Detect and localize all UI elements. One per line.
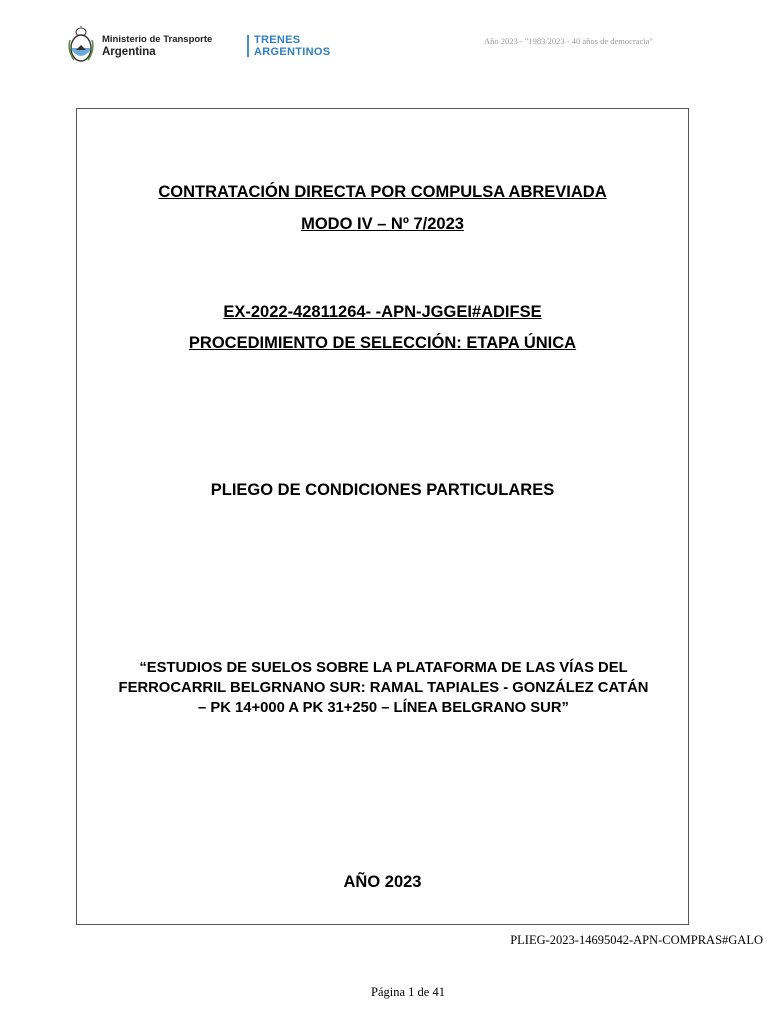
document-type: PLIEGO DE CONDICIONES PARTICULARES — [210, 481, 555, 499]
object-line-2: FERROCARRIL BELGRNANO SUR: RAMAL TAPIALES - GONZÁLEZ CATÁN — [118, 680, 649, 696]
page-header — [0, 0, 770, 90]
object-line-3: – PK 14+000 A PK 31+250 – LÍNEA BELGRANO SUR” — [198, 700, 569, 716]
title-line-2: MODO IV – Nº 7/2023 — [301, 215, 464, 233]
object-line-1: “ESTUDIOS DE SUELOS SOBRE LA PLATAFORMA DE LAS VÍAS DEL — [139, 660, 628, 676]
country-name: Argentina — [102, 46, 156, 58]
logo-divider — [247, 35, 249, 57]
trenes-argentinos-logo — [254, 34, 330, 58]
coat-of-arms-icon — [68, 26, 94, 64]
ministry-logo — [102, 34, 212, 58]
title-line-1: CONTRATACIÓN DIRECTA POR COMPULSA ABREVIADA — [158, 183, 607, 201]
trenes-label: TRENES — [254, 34, 301, 46]
expediente-number: EX-2022-42811264- -APN-JGGEI#ADIFSE — [223, 303, 542, 321]
argentinos-label: ARGENTINOS — [254, 46, 331, 58]
cover-frame — [76, 108, 689, 925]
page-number-label: Página 1 de 41 — [371, 985, 445, 999]
document-id: PLIEG-2023-14695042-APN-COMPRAS#GALO — [510, 933, 763, 947]
ministry-name: Ministerio de Transporte — [102, 34, 213, 45]
contract-object — [65, 658, 702, 718]
cover-year: AÑO 2023 — [343, 873, 422, 891]
procedure-type: PROCEDIMIENTO DE SELECCIÓN: ETAPA ÚNICA — [188, 334, 577, 352]
page-number — [0, 985, 770, 1000]
year-slogan: Año 2023 - "1983/2023 - 40 años de democracia" — [484, 36, 653, 46]
